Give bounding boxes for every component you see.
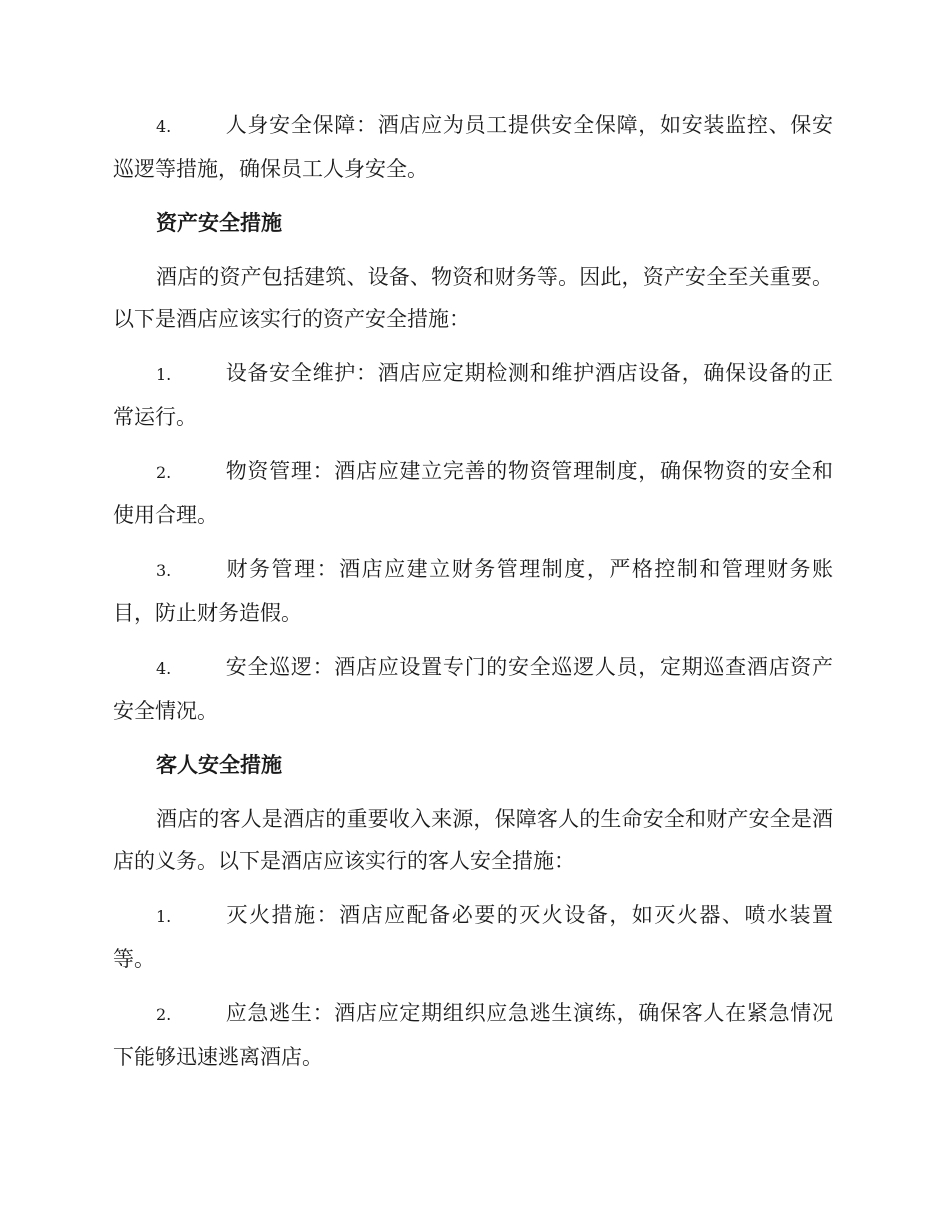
section-heading-asset-safety: 资产安全措施 (156, 210, 282, 235)
list-item-emergency-escape (113, 992, 833, 1078)
list-item-finance (113, 548, 833, 634)
list-number: 4. (156, 659, 172, 678)
asset-intro-paragraph: 酒店的资产包括建筑、设备、物资和财务等。因此，资产安全至关重要。以下是酒店应该实行的资产安全措施： (113, 265, 833, 331)
list-item-fire-fighting (113, 894, 833, 980)
list-item-text: 灭火措施：酒店应配备必要的灭火设备，如灭火器、喷水装置等。 (113, 903, 833, 971)
list-item-equipment (113, 352, 833, 438)
list-number: 2. (156, 1005, 172, 1024)
section-heading-guest-safety: 客人安全措施 (156, 752, 282, 777)
list-item-text: 人身安全保障：酒店应为员工提供安全保障，如安装监控、保安巡逻等措施，确保员工人身安全。 (113, 113, 833, 181)
guest-intro-paragraph: 酒店的客人是酒店的重要收入来源，保障客人的生命安全和财产安全是酒店的义务。以下是酒店应该实行的客人安全措施： (113, 807, 833, 873)
list-item-personal-safety (113, 104, 833, 190)
list-item-text: 物资管理：酒店应建立完善的物资管理制度，确保物资的安全和使用合理。 (113, 459, 833, 527)
list-number: 4. (156, 117, 172, 136)
list-item-materials (113, 450, 833, 536)
list-number: 2. (156, 463, 172, 482)
list-item-text: 安全巡逻：酒店应设置专门的安全巡逻人员，定期巡查酒店资产安全情况。 (113, 655, 833, 723)
list-number: 1. (156, 907, 172, 926)
list-item-text: 财务管理：酒店应建立财务管理制度，严格控制和管理财务账目，防止财务造假。 (113, 557, 833, 625)
list-item-text: 设备安全维护：酒店应定期检测和维护酒店设备，确保设备的正常运行。 (113, 361, 833, 429)
list-item-text: 应急逃生：酒店应定期组织应急逃生演练，确保客人在紧急情况下能够迅速逃离酒店。 (113, 1001, 833, 1069)
list-number: 3. (156, 561, 172, 580)
list-item-patrol (113, 646, 833, 732)
document-page (113, 104, 833, 1090)
list-number: 1. (156, 365, 172, 384)
